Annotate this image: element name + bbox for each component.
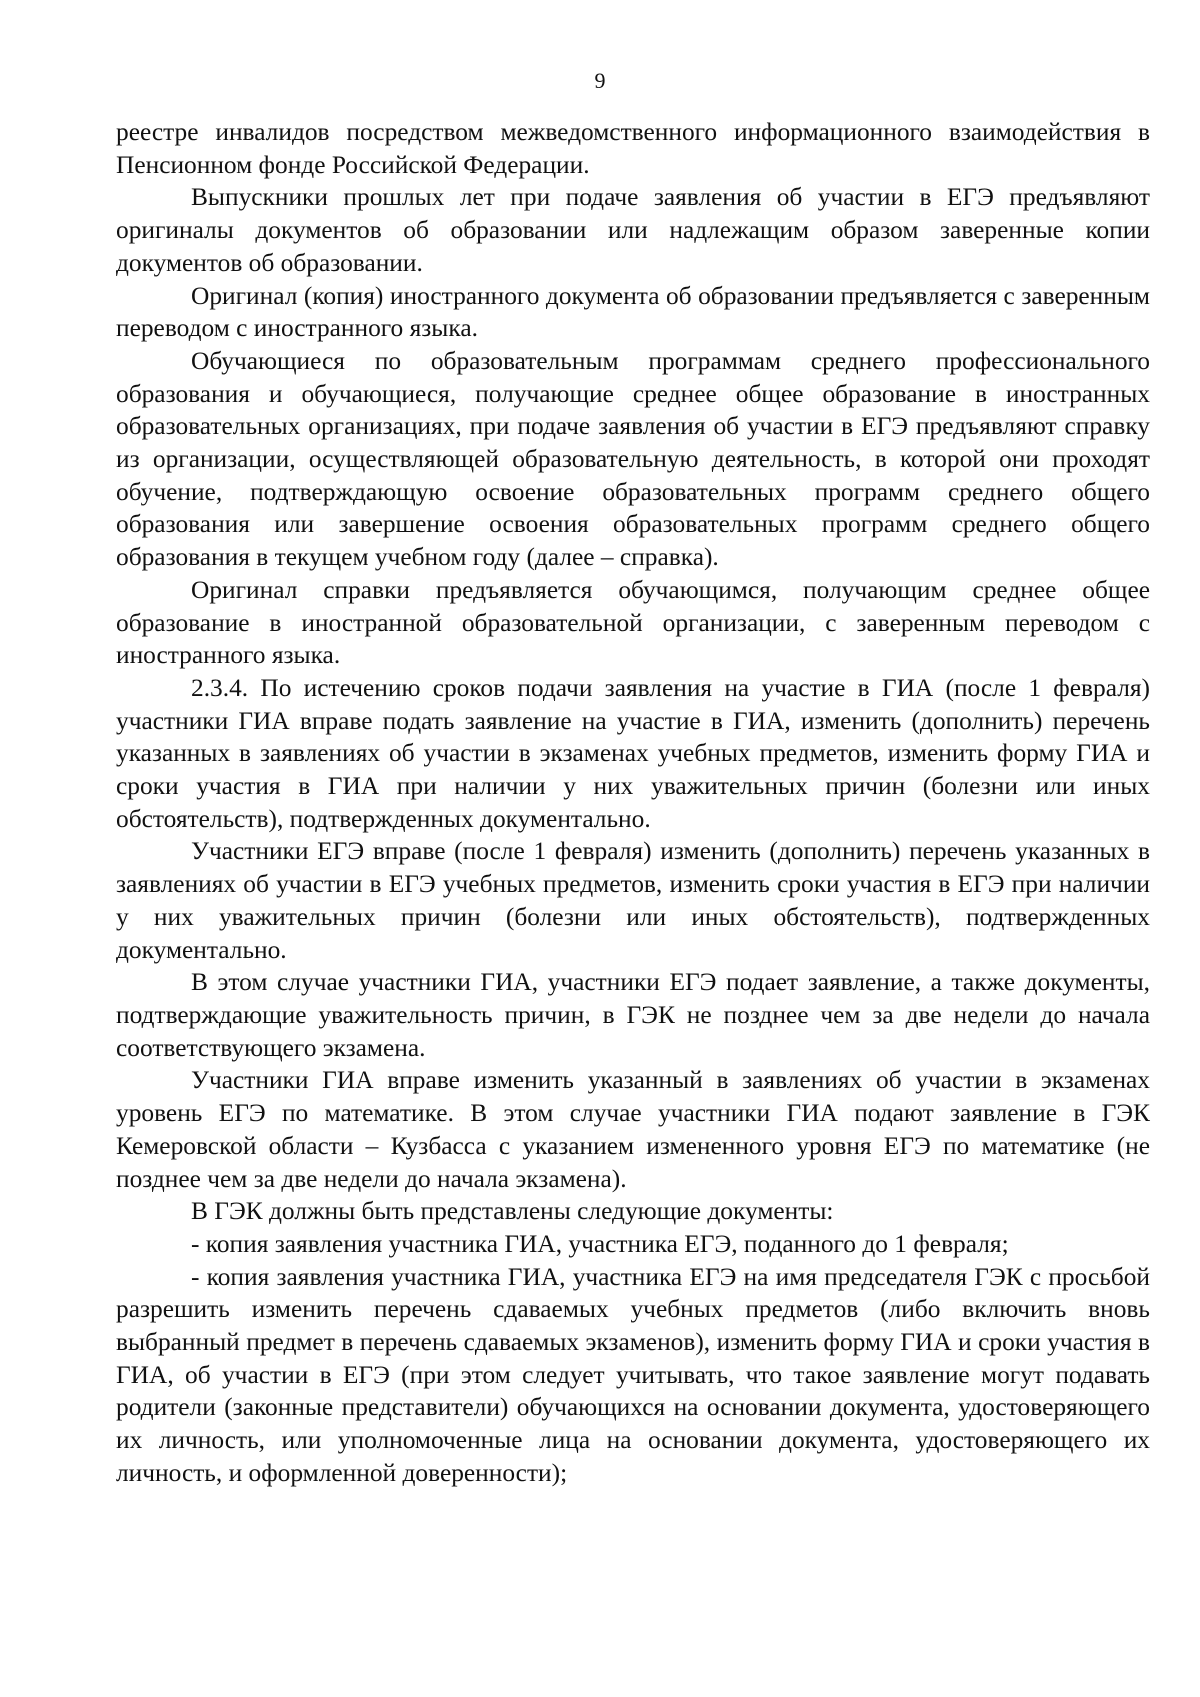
list-item: - копия заявления участника ГИА, участника ЕГЭ на имя председателя ГЭК с просьбой разрешить изменить перечень сдаваемых учебных предметов (либо включить вновь выбранный предмет в перечень сдаваемых экзаменов), изменить форму ГИА и сроки участия в ГИА, об участии в ЕГЭ (при этом следует учитывать, что такое заявление могут подавать родители (законные представители) обучающихся на основании документа, удостоверяющего их личность, или уполномоченные лица на основании документа, удостоверяющего их личность, и оформленной доверенности);: [116, 1262, 1150, 1487]
list-item: - копия заявления участника ГИА, участника ЕГЭ, поданного до 1 февраля;: [191, 1229, 1009, 1258]
paragraph: В этом случае участники ГИА, участники ЕГЭ подает заявление, а также документы, подтверждающие уважительность причин, в ГЭК не позднее чем за две недели до начала соответствующего экзамена.: [116, 968, 1150, 1062]
paragraph: Выпускники прошлых лет при подаче заявления об участии в ЕГЭ предъявляют оригиналы документов об образовании или надлежащим образом заверенные копии документов об образовании.: [116, 183, 1150, 277]
paragraph-continuation: реестре инвалидов посредством межведомственного информационного взаимодействия в Пенсионном фонде Российской Федерации.: [116, 118, 1150, 179]
paragraph: Обучающиеся по образовательным программам среднего профессионального образования и обучающиеся, получающие среднее общее образование в иностранных образовательных организациях, при подаче заявления об участии в ЕГЭ предъявляют справку из организации, осуществляющей образовательную деятельность, в которой они проходят обучение, подтверждающую освоение образовательных программ среднего общего образования или завершение освоения образовательных программ среднего общего образования в текущем учебном году (далее – справка).: [116, 346, 1150, 572]
paragraph: Участники ЕГЭ вправе (после 1 февраля) изменить (дополнить) перечень указанных в заявлениях об участии в ЕГЭ учебных предметов, изменить сроки участия в ЕГЭ при наличии у них уважительных причин (болезни или иных обстоятельств), подтвержденных документально.: [116, 837, 1150, 964]
paragraph: Оригинал справки предъявляется обучающимся, получающим среднее общее образование в иностранной образовательной организации, с заверенным переводом с иностранного языка.: [116, 575, 1150, 670]
paragraph: Оригинал (копия) иностранного документа об образовании предъявляется с заверенным переводом с иностранного языка.: [116, 281, 1150, 343]
section-paragraph-2-3-4: 2.3.4. По истечению сроков подачи заявления на участие в ГИА (после 1 февраля) участники ГИА вправе подать заявление на участие в ГИА, изменить (дополнить) перечень указанных в заявлениях об участии в экзаменах учебных предметов, изменить форму ГИА и сроки участия в ГИА при наличии у них уважительных причин (болезни или иных обстоятельств), подтвержденных документально.: [116, 673, 1150, 833]
page-number: 9: [594, 68, 606, 93]
document-body: [116, 116, 1150, 1490]
paragraph: Участники ГИА вправе изменить указанный в заявлениях об участии в экзаменах уровень ЕГЭ по математике. В этом случае участники ГИА подают заявление в ГЭК Кемеровской области – Кузбасса с указанием измененного уровня ЕГЭ по математике (не позднее чем за две недели до начала экзамена).: [116, 1066, 1150, 1193]
paragraph: В ГЭК должны быть представлены следующие документы:: [191, 1197, 834, 1226]
